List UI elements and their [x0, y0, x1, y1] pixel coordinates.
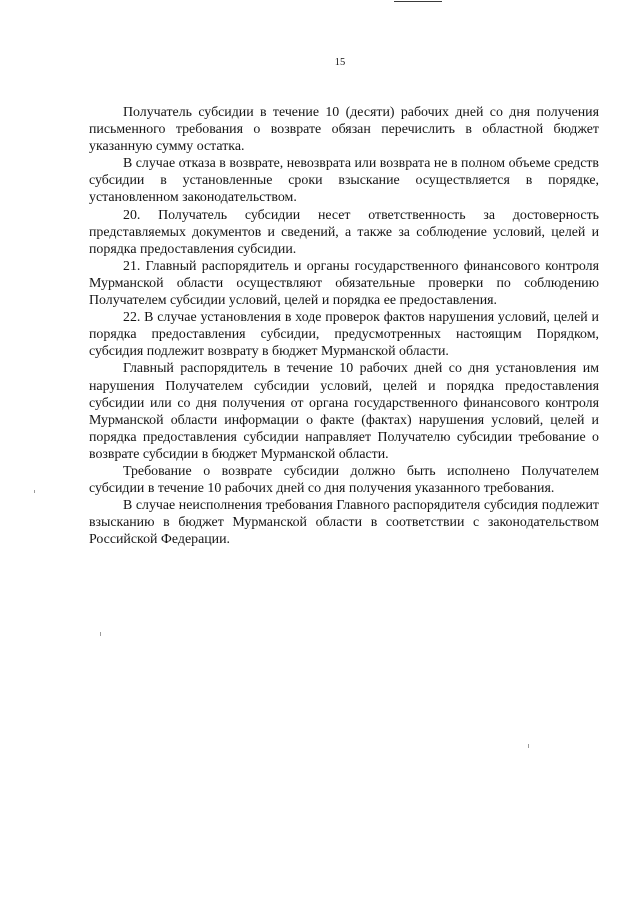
paragraph: Получатель субсидии в течение 10 (десяти) рабочих дней со дня получения письменного требования о возврате обязан перечислить в областной бюджет указанную сумму остатка. — [89, 105, 599, 155]
document-body — [89, 104, 599, 548]
paragraph: В случае неисполнения требования Главного распорядителя субсидия подлежит взысканию в бюджет Мурманской области в соответствии с законодательством Российской Федерации. — [89, 498, 599, 548]
scan-speck — [100, 632, 101, 636]
scan-speck — [34, 490, 35, 493]
scan-speck — [528, 744, 529, 748]
paragraph: 22. В случае установления в ходе проверок фактов нарушения условий, целей и порядка предоставления субсидии, предусмотренных настоящим Порядком, субсидия подлежит возврату в бюджет Мурманской области. — [89, 310, 599, 360]
paragraph: Требование о возврате субсидии должно быть исполнено Получателем субсидии в течение 10 рабочих дней со дня получения указанного требования. — [89, 463, 599, 497]
page-number: 15 — [334, 57, 346, 68]
paragraph: 21. Главный распорядитель и органы государственного финансового контроля Мурманской области осуществляют обязательные проверки по соблюдению Получателем субсидии условий, целей и порядка ее предоставления. — [89, 258, 599, 309]
paragraph: Главный распорядитель в течение 10 рабочих дней со дня установления им нарушения Получателем субсидии условий, целей и порядка предоставления субсидии или со дня получения от органа государственного финансового контроля Мурманской области информации о факте (фактах) нарушения условий, целей и порядка предоставления субсидии направляет Получателю субсидии требование о возврате субсидии в бюджет Мурманской области. — [89, 361, 599, 462]
top-edge-rule — [394, 1, 442, 2]
paragraph: В случае отказа в возврате, невозврата или возврата не в полном объеме средств субсидии в установленные сроки взыскание осуществляется в порядке, установленном законодательством. — [89, 156, 599, 206]
paragraph: 20. Получатель субсидии несет ответственность за достоверность представляемых документов и сведений, а также за соблюдение условий, целей и порядка предоставления субсидии. — [89, 207, 599, 257]
